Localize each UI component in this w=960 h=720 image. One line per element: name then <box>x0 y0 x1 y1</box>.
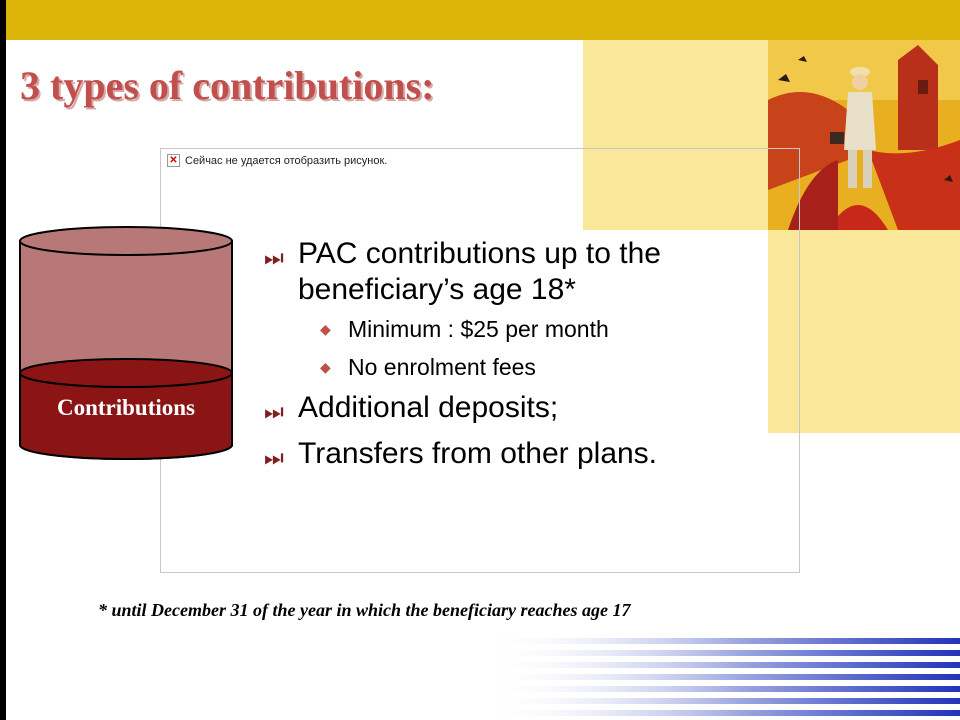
skip-forward-icon: ⏭ <box>264 399 284 424</box>
bullet-text: Transfers from other plans. <box>298 437 658 470</box>
sub-bullet-text: Minimum : $25 per month <box>348 316 609 342</box>
sub-bullet-item <box>320 314 774 344</box>
bullet-text: PAC contributions up to the beneficiary’s age 18* <box>298 237 661 306</box>
bullet-item <box>264 236 774 308</box>
bullet-item <box>264 390 774 430</box>
broken-image-message <box>167 154 387 167</box>
left-edge-bar <box>0 0 6 720</box>
decorative-stripes <box>480 638 960 720</box>
broken-image-text: Сейчас не удается отобразить рисунок. <box>185 154 388 167</box>
cylinder-label: Contributions <box>56 395 196 420</box>
bullet-item <box>264 436 774 476</box>
diamond-icon: ◆ <box>320 359 331 375</box>
bullet-list <box>264 236 774 482</box>
skip-forward-icon: ⏭ <box>264 245 284 270</box>
diamond-icon: ◆ <box>320 321 331 337</box>
bullet-text: Additional deposits; <box>298 391 559 424</box>
footnote: * until December 31 of the year in which the beneficiary reaches age 17 <box>98 600 631 620</box>
sub-bullet-item <box>320 352 774 382</box>
sub-bullet-text: No enrolment fees <box>348 354 536 380</box>
slide-title: 3 types of contributions: <box>20 63 435 108</box>
top-accent-bar <box>0 0 960 40</box>
broken-image-icon: ✕ <box>167 154 180 167</box>
skip-forward-icon: ⏭ <box>264 445 284 470</box>
contributions-cylinder <box>18 225 234 465</box>
